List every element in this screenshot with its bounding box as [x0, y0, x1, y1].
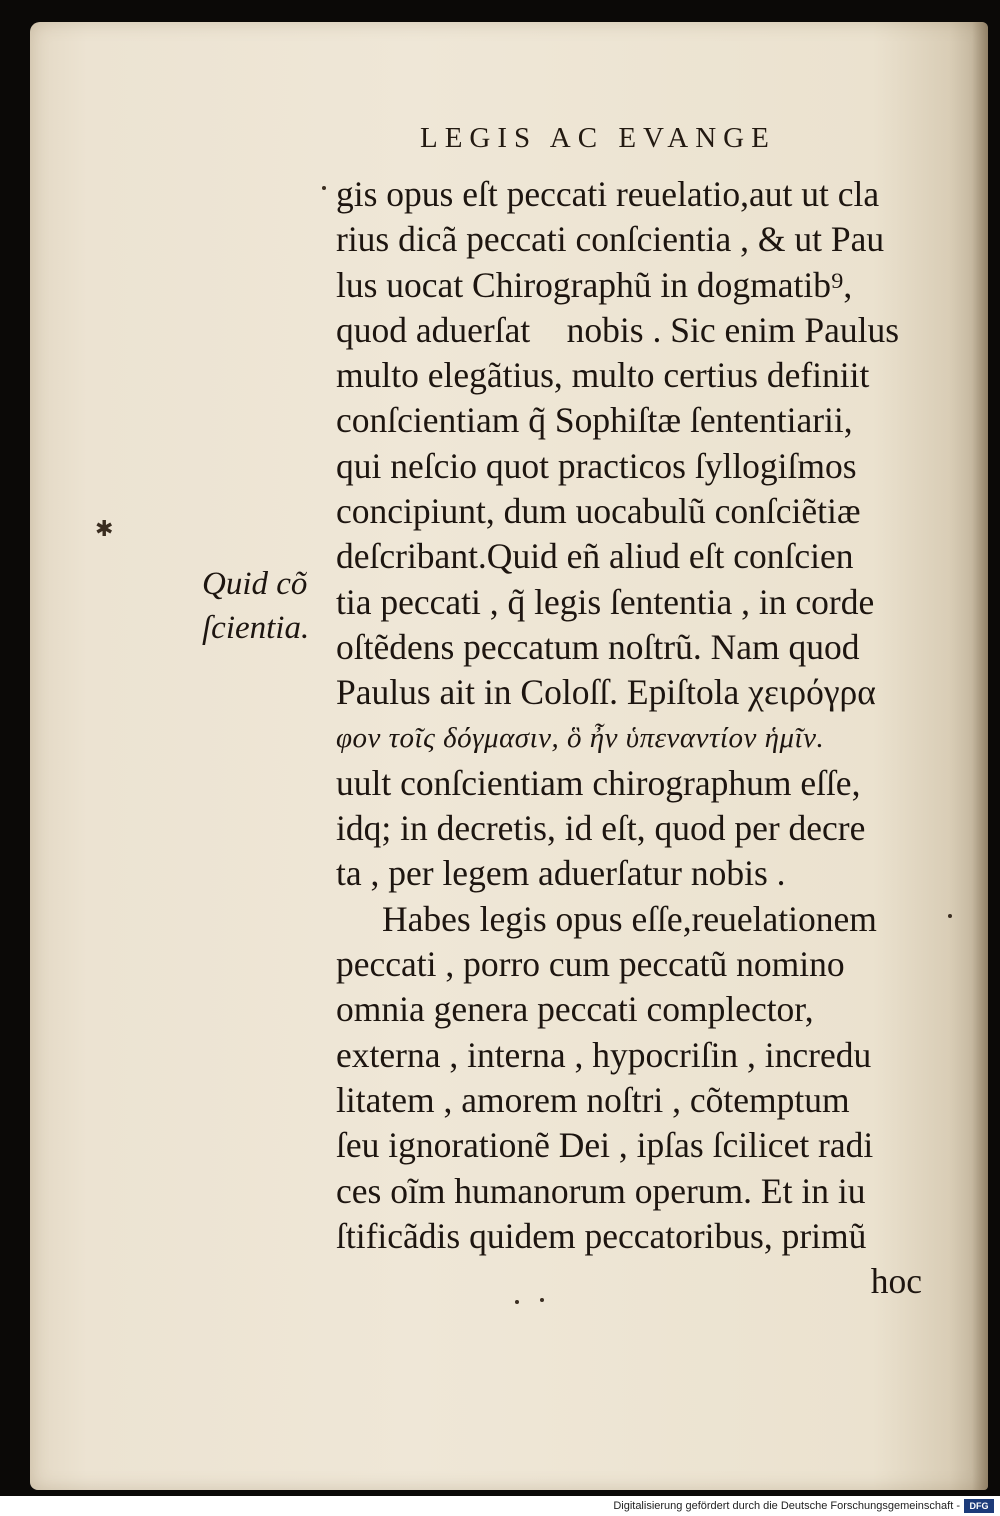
body-text: [336, 172, 946, 1304]
page-edge-shadow: [972, 22, 988, 1490]
text-line: ſtificãdis quidem peccatoribus, primũ: [336, 1215, 867, 1256]
text-line: deſcribant.Quid eñ aliud eſt conſcien: [336, 536, 854, 577]
paragraph-start-line: Habes legis opus eſſe,reuelationem: [382, 898, 877, 939]
funding-credit: Digitalisierung gefördert durch die Deutsche Forschungsgemeinschaft -: [613, 1500, 960, 1512]
text-line: ta , per legem aduerſatur nobis .: [336, 853, 786, 894]
ink-speck: [540, 1298, 544, 1302]
ink-speck: [322, 186, 326, 190]
text-line: ces oĩm humanorum operum. Et in iu: [336, 1170, 866, 1211]
text-line: lus uocat Chirographũ in dogmatib⁹,: [336, 264, 853, 305]
text-line: tia peccati , q̃ legis ſententia , in corde: [336, 581, 875, 622]
ink-speck: [948, 914, 952, 918]
margin-asterisk-mark: ✱: [95, 516, 114, 541]
margin-note-line: ſcientia.: [202, 610, 310, 646]
text-line: Paulus ait in Coloſſ. Epiſtola χειρόγρα: [336, 672, 876, 713]
text-line: oſtẽdens peccatum noſtrũ. Nam quod: [336, 626, 860, 667]
catchword: hoc: [870, 1261, 922, 1302]
text-line: qui neſcio quot practicos ſyllogiſmos: [336, 445, 857, 486]
text-line: gis opus eſt peccati reuelatio,aut ut cla: [336, 174, 880, 214]
ink-speck: [515, 1300, 519, 1304]
text-line: peccati , porro cum peccatũ nomino: [336, 944, 845, 985]
text-line: uult conſcientiam chirographum eſſe,: [336, 762, 861, 803]
greek-text-line: φον τοῖς δόγμασιν, ὃ ἦν ὑπεναντίον ἡμῖν.: [336, 721, 825, 754]
margin-note-line: Quid cõ: [202, 566, 308, 602]
dfg-logo: DFG: [964, 1499, 994, 1513]
text-line: litatem , amorem noſtri , cõtemptum: [336, 1079, 850, 1120]
text-line: externa , interna , hypocriſin , incredu: [336, 1034, 872, 1075]
text-line: concipiunt, dum uocabulũ conſciẽtiæ: [336, 491, 861, 532]
text-line: quod aduerſatᷓ nobis . Sic enim Paulus: [336, 309, 900, 350]
running-head: LEGIS AC EVANGE: [420, 122, 776, 154]
margin-note: [202, 562, 342, 650]
text-line: omnia genera peccati complector,: [336, 989, 814, 1030]
text-line: conſcientiam q̃ Sophiſtæ ſententiarii,: [336, 400, 853, 441]
text-line: rius dicã peccati conſcientia , & ut Pau: [336, 219, 885, 260]
text-line: ſeu ignorationẽ Dei , ipſas ſcilicet radi: [336, 1125, 874, 1166]
text-line: idq; in decretis, id eſt, quod per decre: [336, 808, 866, 849]
text-line: multo elegãtius, multo certius definiit: [336, 355, 870, 396]
